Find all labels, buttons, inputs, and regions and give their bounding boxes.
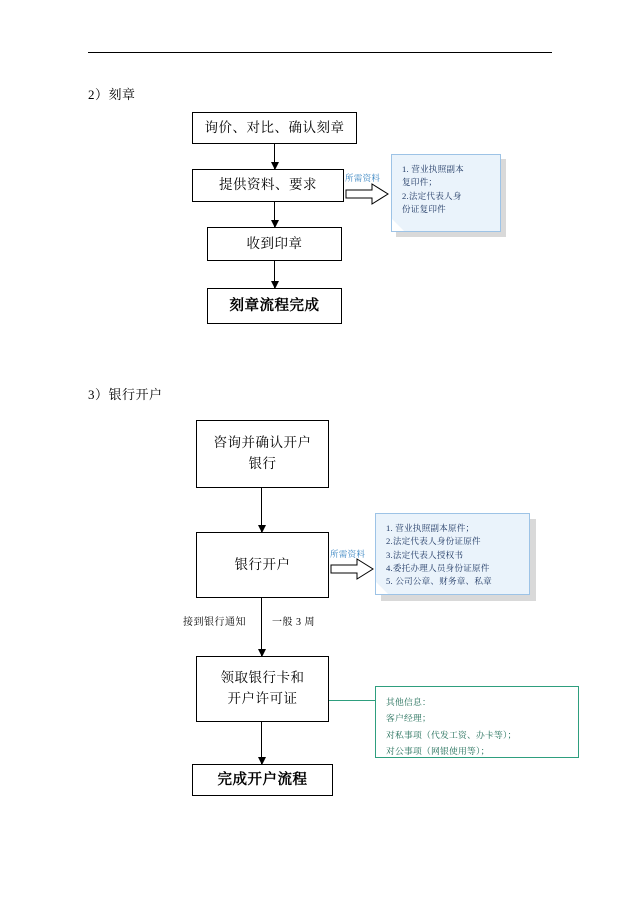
- note-line: 2.法定代表人身份证原件: [386, 536, 481, 547]
- note-label-seal-required-materials: 所需资料: [345, 173, 381, 183]
- section-label-bank-account: 3）银行开户: [88, 387, 163, 402]
- step-line: 银行: [248, 456, 277, 471]
- flow-step-bank-process-complete: [192, 764, 333, 796]
- step-line: 银行开户: [234, 556, 291, 572]
- arrow-bank-3: [261, 722, 262, 764]
- flow-step-consult-confirm-bank: [196, 420, 329, 488]
- note-line: 5. 公司公章、财务章、私章: [386, 576, 492, 587]
- sticky-note-bank-materials: [375, 513, 530, 595]
- note-line: 4.委托办理人员身份证原件: [386, 562, 490, 573]
- sticky-note-seal-materials: [391, 154, 501, 232]
- step-line: 领取银行卡和: [220, 670, 305, 686]
- info-note-other-information: [375, 686, 579, 758]
- flow-step-inquiry-compare-confirm: 询价、对比、确认刻章: [192, 112, 357, 144]
- arrow-seal-1: [274, 144, 275, 169]
- note-label-bank-required-materials: 所需资料: [330, 549, 366, 559]
- flow-step-receive-card-and-license: [196, 656, 329, 722]
- annotation-duration: 一般 3 周: [272, 617, 315, 628]
- sticky-note-body: [391, 154, 501, 232]
- note-line: 份证复印件: [402, 203, 446, 214]
- green-note-line: 对公事项（网银使用等）；: [386, 745, 490, 756]
- step-line: 完成开户流程: [217, 771, 308, 788]
- arrow-bank-1: [261, 488, 262, 532]
- green-note-line: 其他信息：: [386, 697, 431, 707]
- step-line: 咨询并确认开户: [213, 435, 312, 451]
- arrow-seal-2: [274, 202, 275, 227]
- arrow-bank-2: [261, 598, 262, 656]
- note-line: 2.法定代表人身: [402, 190, 462, 201]
- arrow-to-bank-note: [330, 558, 374, 580]
- flow-step-receive-seal: 收到印章: [207, 227, 342, 261]
- section-label-seal-carving: 2）刻章: [88, 87, 136, 102]
- note-line: 3.法定代表人授权书: [386, 549, 464, 560]
- note-line: 复印件；: [402, 177, 438, 188]
- flow-step-provide-materials: 提供资料、要求: [192, 169, 344, 202]
- note-line: 1. 营业执照副本原件；: [386, 523, 475, 533]
- green-connector-line: [329, 700, 375, 701]
- flow-step-seal-process-complete: 刻章流程完成: [207, 288, 342, 324]
- step-line: 开户许可证: [227, 691, 298, 706]
- green-note-line: 客户经理；: [386, 713, 431, 724]
- annotation-bank-notice: 接到银行通知: [183, 617, 246, 628]
- green-note-line: 对私事项（代发工资、办卡等）；: [386, 729, 517, 740]
- note-line: 1. 营业执照副本: [402, 164, 464, 174]
- header-rule: [88, 52, 552, 53]
- note-fold-corner: [376, 582, 388, 594]
- flow-step-open-bank-account: [196, 532, 329, 598]
- arrow-seal-3: [274, 261, 275, 288]
- arrow-to-seal-note: [345, 183, 389, 205]
- sticky-note-body: [375, 513, 530, 595]
- note-fold-corner: [392, 219, 404, 231]
